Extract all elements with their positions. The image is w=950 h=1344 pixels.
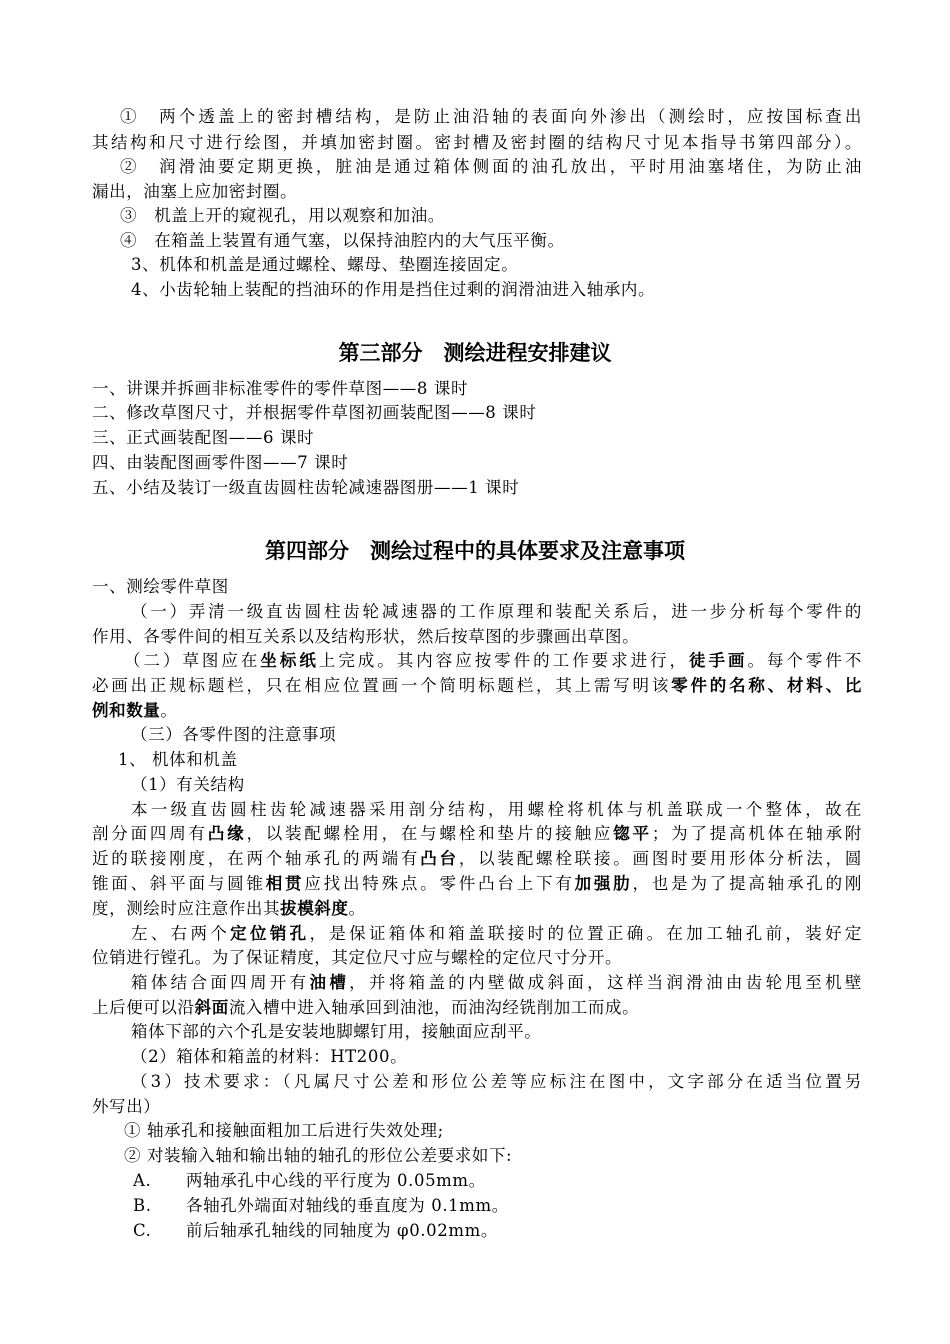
text-line: 必画出正规标题栏，只在相应位置画一个简明标题栏，其上需写明该零件的名称、材料、比 xyxy=(92,676,863,695)
bold-term: 油槽 xyxy=(309,973,350,992)
list-key: A. xyxy=(133,1171,152,1190)
text-line: ② 润滑油要定期更换，脏油是通过箱体侧面的油孔放出，平时用油塞堵住，为防止油 xyxy=(120,157,862,176)
list-value: 两轴承孔中心线的平行度为 0.05mm。 xyxy=(186,1171,486,1190)
bold-term: 加强肋 xyxy=(574,874,633,893)
text-line: 左、右两个定位销孔，是保证箱体和箱盖联接时的位置正确。在加工轴孔前，装好定 xyxy=(131,924,862,943)
text-line: 锥面、斜平面与圆锥相贯应找出特殊点。零件凸台上下有加强肋，也是为了提高轴承孔的刚 xyxy=(92,874,862,893)
text-line: （3）技术要求：（凡属尺寸公差和形位公差等应标注在图中，文字部分在适当位置另 xyxy=(131,1072,862,1091)
schedule-item: 一、讲课并拆画非标准零件的零件草图——8 课时 xyxy=(92,379,469,398)
bold-term: 定位销孔 xyxy=(230,924,310,943)
text-line: ① 两个透盖上的密封槽结构，是防止油沿轴的表面向外渗出（测绘时，应按国标查出 xyxy=(120,107,862,126)
section-heading: 第三部分 测绘进程安排建议 xyxy=(338,341,612,365)
bold-term: 零件的名称、材料、比 xyxy=(671,676,863,695)
section-heading: 第四部分 测绘过程中的具体要求及注意事项 xyxy=(265,539,685,563)
text-line: （一）弄清一级直齿圆柱齿轮减速器的工作原理和装配关系后，进一步分析每个零件的 xyxy=(131,602,862,621)
text-line: ② 对装输入轴和输出轴的轴孔的形位公差要求如下: xyxy=(124,1146,513,1165)
schedule-item: 五、小结及装订一级直齿圆柱齿轮减速器图册——1 课时 xyxy=(92,478,520,497)
bold-term: 凸缘 xyxy=(207,824,247,843)
text-line: 本一级直齿圆柱齿轮减速器采用剖分结构，用螺栓将机体与机盖联成一个整体，故在 xyxy=(131,800,862,819)
text-line: （二）草图应在坐标纸上完成。其内容应按零件的工作要求进行，徒手画。每个零件不 xyxy=(124,651,862,670)
bold-term: 凸台 xyxy=(420,849,459,868)
text-line: 其结构和尺寸进行绘图，并填加密封圈。密封槽及密封圈的结构尺寸见本指导书第四部分）。 xyxy=(92,133,862,152)
text-line: 位销进行镗孔。为了保证精度，其定位尺寸应与螺栓的定位尺寸分开。 xyxy=(92,948,623,967)
text-line: 1、 机体和机盖 xyxy=(118,750,238,769)
bold-term: 例和数量 xyxy=(92,701,161,720)
text-line: ③ 机盖上开的窥视孔，用以观察和加油。 xyxy=(120,206,445,225)
text-line: 箱体下部的六个孔是安装地脚螺钉用，接触面应刮平。 xyxy=(131,1022,542,1041)
bold-term: 锪平 xyxy=(613,824,652,843)
text-line: 作用、各零件间的相互关系以及结构形状，然后按草图的步骤画出草图。 xyxy=(92,627,640,646)
schedule-item: 三、正式画装配图——6 课时 xyxy=(92,428,315,447)
text-line: 4、小齿轮轴上装配的挡油环的作用是挡住过剩的润滑油进入轴承内。 xyxy=(131,280,656,299)
text-line: （2）箱体和箱盖的材料：HT200。 xyxy=(131,1047,408,1066)
bold-term: 相贯 xyxy=(265,874,305,893)
bold-term: 坐标纸 xyxy=(260,651,319,670)
bold-term: 拔模斜度 xyxy=(280,899,349,918)
text-line: （1）有关结构 xyxy=(131,775,245,794)
text-line: 剖分面四周有凸缘，以装配螺栓用，在与螺栓和垫片的接触应锪平；为了提高机体在轴承附 xyxy=(92,824,862,843)
schedule-item: 二、修改草图尺寸，并根据零件草图初画装配图——8 课时 xyxy=(92,403,537,422)
text-line: 度，测绘时应注意作出其拔模斜度。 xyxy=(92,899,366,918)
text-line: 外写出） xyxy=(92,1097,161,1116)
text-line: 一、测绘零件草图 xyxy=(92,577,229,596)
list-value: 各轴孔外端面对轴线的垂直度为 0.1mm。 xyxy=(186,1196,509,1215)
list-key: B. xyxy=(133,1196,152,1215)
text-line: 3、机体和机盖是通过螺栓、螺母、垫圈连接固定。 xyxy=(131,255,519,274)
text-line: （三）各零件图的注意事项 xyxy=(131,725,337,744)
text-line: 近的联接刚度，在两个轴承孔的两端有凸台，以装配螺栓联接。画图时要用形体分析法，圆 xyxy=(92,849,863,868)
text-line: 例和数量。 xyxy=(92,701,178,720)
list-value: 前后轴承孔轴线的同轴度为 φ0.02mm。 xyxy=(186,1221,498,1240)
text-line: ① 轴承孔和接触面粗加工后进行失效处理; xyxy=(124,1121,444,1140)
bold-term: 徒手画 xyxy=(689,651,748,670)
text-line: 箱体结合面四周开有油槽，并将箱盖的内壁做成斜面，这样当润滑油由齿轮甩至机壁 xyxy=(131,973,863,992)
text-line: 上后便可以沿斜面流入槽中进入轴承回到油池，而油沟经铣削加工而成。 xyxy=(92,998,640,1017)
bold-term: 斜面 xyxy=(194,998,229,1017)
text-line: ④ 在箱盖上装置有通气塞，以保持油腔内的大气压平衡。 xyxy=(120,231,565,250)
schedule-item: 四、由装配图画零件图——7 课时 xyxy=(92,453,349,472)
list-key: C. xyxy=(133,1221,152,1240)
text-line: 漏出，油塞上应加密封圈。 xyxy=(92,182,298,201)
